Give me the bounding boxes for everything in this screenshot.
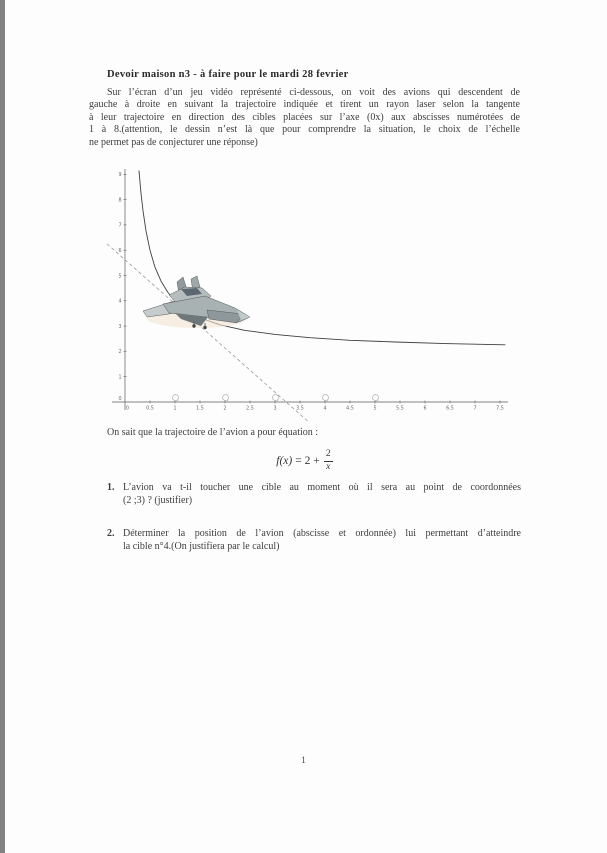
x-tick-label: 2 xyxy=(223,406,227,412)
x-tick-label: 3.5 xyxy=(296,406,304,412)
trajectory-equation xyxy=(89,446,520,476)
scan-edge-strip xyxy=(0,0,5,853)
x-tick-label: 0 xyxy=(125,406,129,412)
x-tick-label: 4 xyxy=(323,406,327,412)
y-tick-label: 2 xyxy=(118,350,122,356)
equation-function-part: f(x) xyxy=(276,455,293,467)
x-tick-label: 1 xyxy=(173,406,177,412)
x-tick-label: 3 xyxy=(273,406,277,412)
fighter-jet-image xyxy=(143,276,250,329)
question-2-line: Déterminer la position de l’avion (abscisse et ordonnée) lui permettant d’atteindre xyxy=(123,528,521,539)
trajectory-chart xyxy=(105,167,510,425)
question-1-number: 1. xyxy=(107,482,115,493)
question-1-line: (2 ;3) ? (justifier) xyxy=(123,495,193,506)
paragraph-line: à leur trajectoire en direction des cibles placées sur l’axe (0x) aux abscisses numérotées de xyxy=(89,111,520,123)
paragraph-line: ne permet pas de conjecturer une réponse) xyxy=(89,136,258,148)
y-tick-label: 7 xyxy=(118,223,122,229)
fraction-numerator: 2 xyxy=(325,448,331,459)
y-tick-label: 1 xyxy=(118,375,122,381)
equation-equals-part: = 2 + xyxy=(295,455,320,467)
question-1 xyxy=(107,481,521,507)
x-tick-label: 1.5 xyxy=(196,406,204,412)
question-2-line: la cible n°4.(On justifiera par le calcul) xyxy=(123,541,280,552)
fraction-denominator: x xyxy=(326,461,331,472)
y-tick-label: 8 xyxy=(118,198,122,204)
tangent-laser-line xyxy=(107,244,309,422)
x-tick-label: 5.5 xyxy=(396,406,404,412)
x-tick-label: 7.5 xyxy=(496,406,504,412)
x-tick-label: 4.5 xyxy=(346,406,354,412)
target-icon xyxy=(323,395,329,401)
x-tick-label: 0.5 xyxy=(146,406,154,412)
paragraph-line: gauche à droite en suivant la trajectoire indiquée et tirent un rayon laser selon la tangente xyxy=(89,99,520,111)
x-tick-label: 7 xyxy=(473,406,477,412)
trajectory-figure xyxy=(105,167,510,425)
paragraph-line: 1 à 8.(attention, le dessin n’est là que pour comprendre la situation, le choix de l’échelle xyxy=(89,124,520,136)
y-tick-label: 0 xyxy=(118,396,122,402)
intro-paragraph xyxy=(89,87,520,149)
question-2-number: 2. xyxy=(107,528,115,539)
y-tick-label: 9 xyxy=(118,173,122,179)
target-icon xyxy=(223,395,229,401)
x-tick-label: 5 xyxy=(373,406,377,412)
target-icon xyxy=(173,395,179,401)
target-icon xyxy=(273,395,279,401)
x-tick-label: 2.5 xyxy=(246,406,254,412)
question-1-line: L’avion va t-il toucher une cible au moment où il sera au point de coordonnées xyxy=(123,482,521,493)
target-icon xyxy=(373,395,379,401)
y-tick-label: 3 xyxy=(118,324,122,330)
paragraph-line: Sur l’écran d’un jeu vidéo représenté ci-dessous, on voit des avions qui descendent de xyxy=(107,87,520,98)
x-tick-label: 6 xyxy=(423,406,427,412)
document-title: Devoir maison n3 - à faire pour le mardi 28 fevrier xyxy=(107,69,349,80)
equation-intro: On sait que la trajectoire de l’avion a pour équation : xyxy=(107,427,319,438)
y-tick-label: 5 xyxy=(118,274,122,280)
y-tick-label: 4 xyxy=(118,299,122,305)
page-number: 1 xyxy=(301,756,306,766)
equation-fraction xyxy=(324,450,333,473)
question-2 xyxy=(107,527,521,553)
y-tick-label: 6 xyxy=(118,249,122,254)
x-tick-label: 6.5 xyxy=(446,406,454,412)
